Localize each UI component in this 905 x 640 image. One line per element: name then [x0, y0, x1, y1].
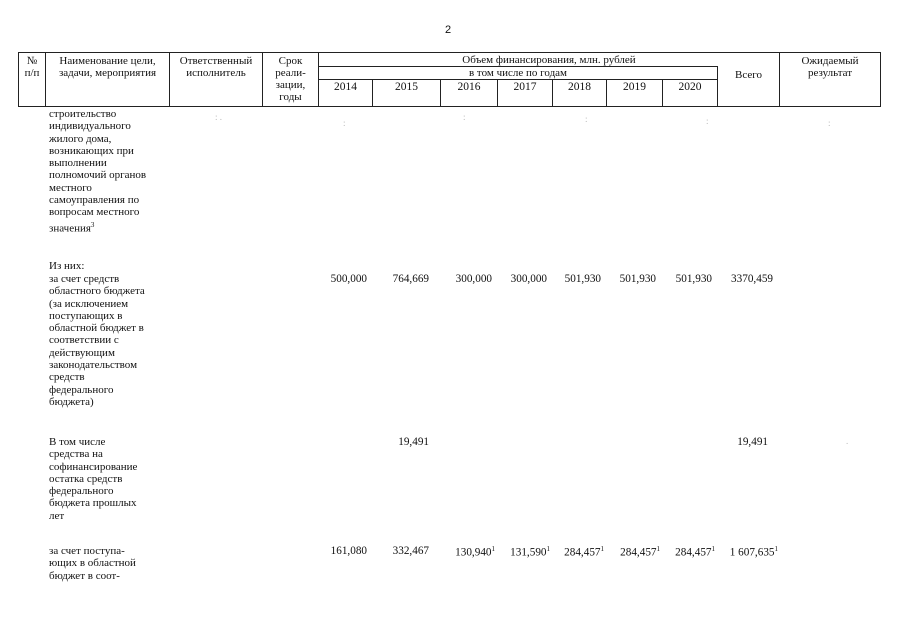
- federal-total-value: 1 607,635: [729, 546, 775, 559]
- federal-total: [718, 545, 778, 559]
- footnote-mark: 1: [774, 545, 778, 553]
- header-result: Ожидаемый результат: [801, 55, 859, 79]
- scan-mark: :: [463, 112, 466, 122]
- scan-mark: .: [846, 436, 849, 446]
- header-total: Всего: [735, 69, 762, 81]
- header-responsible: Ответственный исполнитель: [179, 55, 253, 79]
- header-name: Наименование цели, задачи, мероприятия: [58, 55, 157, 79]
- header-term: Срок реали- зации, годы: [275, 55, 306, 103]
- footnote-mark: 1: [546, 545, 550, 553]
- federal-text: за счет поступа- ющих в областной бюджет в соот-: [49, 545, 136, 582]
- regional-2017: 300,000: [510, 273, 547, 285]
- intro-text: [49, 108, 169, 235]
- federal-2014: 161,080: [330, 545, 367, 557]
- federal-2017: [498, 545, 550, 559]
- header-year-2017: 2017: [513, 81, 537, 93]
- header-volume: Объем финансирования, млн. рублей: [462, 54, 636, 66]
- scan-mark: :: [706, 116, 709, 126]
- cofin-text: В том числе средства на софинансирование остатка средств федерального бюджета прошлых лет: [49, 436, 138, 522]
- scan-mark: : .: [215, 112, 223, 122]
- header-by-years: в том числе по годам: [468, 67, 568, 79]
- federal-2020: [663, 545, 715, 559]
- regional-2014: 500,000: [330, 273, 367, 285]
- regional-2019: 501,930: [619, 273, 656, 285]
- intro-text-body: строительство индивидуального жилого дома, возникающих при выполнении полномочий органов местного самоуправления по вопросам местного значения: [49, 108, 147, 235]
- header-year-2019: 2019: [623, 81, 646, 93]
- of-them-label: Из них:: [49, 260, 85, 272]
- footnote-mark: 1: [711, 545, 715, 553]
- regional-text: за счет средств областного бюджета (за исключением поступающих в областной бюджет в соответствии с действующим законодательством средств федерального бюджета): [49, 273, 145, 408]
- federal-2020-value: 284,457: [675, 546, 712, 559]
- header-year-2015: 2015: [395, 81, 418, 93]
- header-year-2016: 2016: [457, 81, 481, 93]
- cofin-total: 19,491: [737, 436, 768, 448]
- federal-2019: [607, 545, 660, 559]
- cofin-2015: 19,491: [398, 436, 429, 448]
- federal-2016-value: 130,940: [455, 546, 492, 559]
- regional-2016: 300,000: [455, 273, 492, 285]
- federal-2016: [441, 545, 495, 559]
- scan-mark: :: [828, 118, 831, 128]
- federal-2018-value: 284,457: [564, 546, 601, 559]
- regional-2015: 764,669: [392, 273, 429, 285]
- scan-mark: :: [585, 114, 588, 124]
- header-year-2020: 2020: [678, 81, 702, 93]
- federal-2015: 332,467: [392, 545, 429, 557]
- footnote-mark: 1: [491, 545, 495, 553]
- footnote-mark: 1: [600, 545, 604, 553]
- federal-2019-value: 284,457: [620, 546, 657, 559]
- header-year-2014: 2014: [334, 81, 357, 93]
- regional-2020: 501,930: [675, 273, 712, 285]
- scan-mark: :: [343, 118, 346, 128]
- regional-2018: 501,930: [564, 273, 601, 285]
- intro-footnote: 3: [90, 220, 95, 229]
- federal-2018: [553, 545, 604, 559]
- header-num: № п/п: [24, 55, 40, 79]
- regional-total: 3370,459: [731, 273, 773, 285]
- header-year-2018: 2018: [568, 81, 591, 93]
- page-number: 2: [445, 24, 452, 36]
- footnote-mark: 1: [656, 545, 660, 553]
- federal-2017-value: 131,590: [510, 546, 547, 559]
